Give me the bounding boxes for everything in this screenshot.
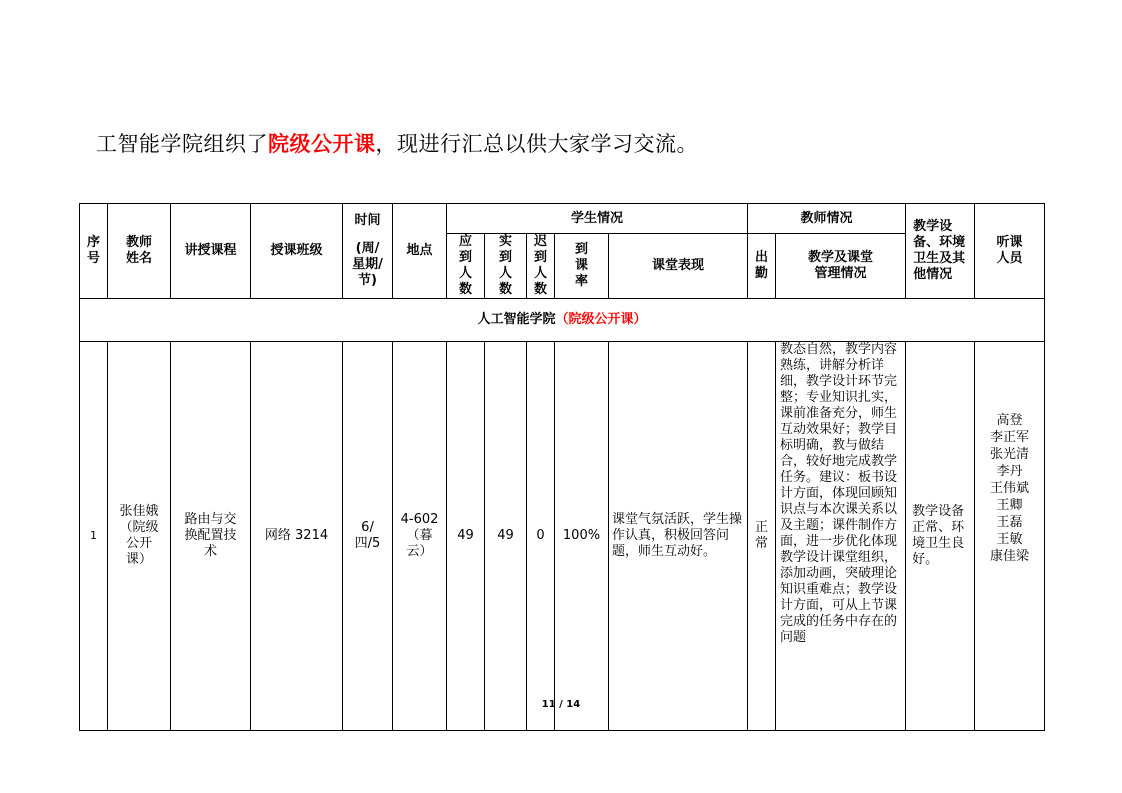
listener-name: 李丹 (996, 464, 1023, 479)
page-number: 11 / 14 (541, 699, 581, 710)
cell-attendance: 正常 (748, 342, 776, 731)
cell-management: 教态自然，教学内容熟练，讲解分析详细，教学设计环节完整；专业知识扎实，课前准备充分，师生互动效果好；教学目标明确，教与做结合，较好地完成教学任务。建议：板书设计方面，体现回顾知识点与本次课关系以及主题；课件制作方面，进一步优化体现教学设计课堂组织，添加动画，突破理论知识重难点；教学设计方面，可从上节课完成的任务中存在的问题 (776, 342, 906, 731)
header-management: 教学及课堂管理情况 (776, 234, 906, 299)
header-attendance: 出勤 (748, 234, 776, 299)
header-time-title: 时间 (354, 213, 381, 228)
section-tag: （院级公开课） (555, 312, 647, 327)
listener-name: 高登 (996, 413, 1023, 428)
header-actual: 实到人数 (485, 234, 527, 299)
header-teacher: 教师姓名 (108, 204, 171, 299)
cell-performance: 课堂气氛活跃，学生操作认真，积极回答问题，师生互动好。 (609, 342, 748, 731)
header-expected: 应到人数 (447, 234, 485, 299)
intro-prefix: 工智能学院组织了 (96, 132, 268, 156)
cell-seq: 1 (80, 342, 108, 731)
header-time-sub: (周/星期/节) (352, 241, 383, 288)
header-listeners: 听课人员 (975, 204, 1045, 299)
listener-list (975, 412, 1044, 565)
header-class: 授课班级 (251, 204, 343, 299)
cell-course: 路由与交换配置技术 (171, 342, 251, 731)
cell-facility: 教学设备正常、环境卫生良好。 (906, 342, 975, 731)
header-rate: 到课率 (555, 234, 609, 299)
cell-listeners (975, 342, 1045, 731)
cell-late: 0 (527, 342, 555, 731)
header-seq: 序号 (80, 204, 108, 299)
table-row (80, 342, 1045, 731)
header-course: 讲授课程 (171, 204, 251, 299)
cell-expected: 49 (447, 342, 485, 731)
section-title: 人工智能学院 (477, 312, 556, 327)
lecture-summary-table (79, 203, 1045, 731)
intro-line (96, 128, 698, 158)
header-teacher-group: 教师情况 (748, 204, 906, 234)
listener-name: 李正军 (990, 430, 1030, 445)
intro-suffix: ，现进行汇总以供大家学习交流。 (375, 132, 698, 156)
cell-time: 6/四/5 (343, 342, 393, 731)
section-band (80, 299, 1045, 342)
cell-actual: 49 (485, 342, 527, 731)
header-facility: 教学设备、环境卫生及其他情况 (906, 204, 975, 299)
header-late: 迟到人数 (527, 234, 555, 299)
listener-name: 王磊 (996, 515, 1023, 530)
listener-name: 张光清 (990, 447, 1030, 462)
listener-name: 王卿 (996, 498, 1023, 513)
cell-teacher: 张佳娥（院级公开课） (108, 342, 171, 731)
cell-rate: 100% (555, 342, 609, 731)
header-time (343, 204, 393, 299)
listener-name: 康佳梁 (990, 549, 1030, 564)
cell-class: 网络 3214 (251, 342, 343, 731)
cell-place: 4-602（暮云） (393, 342, 447, 731)
header-performance: 课堂表现 (609, 234, 748, 299)
listener-name: 王伟斌 (990, 481, 1030, 496)
header-student-group: 学生情况 (447, 204, 748, 234)
intro-highlight: 院级公开课 (268, 132, 376, 156)
header-place: 地点 (393, 204, 447, 299)
listener-name: 王敏 (996, 532, 1023, 547)
